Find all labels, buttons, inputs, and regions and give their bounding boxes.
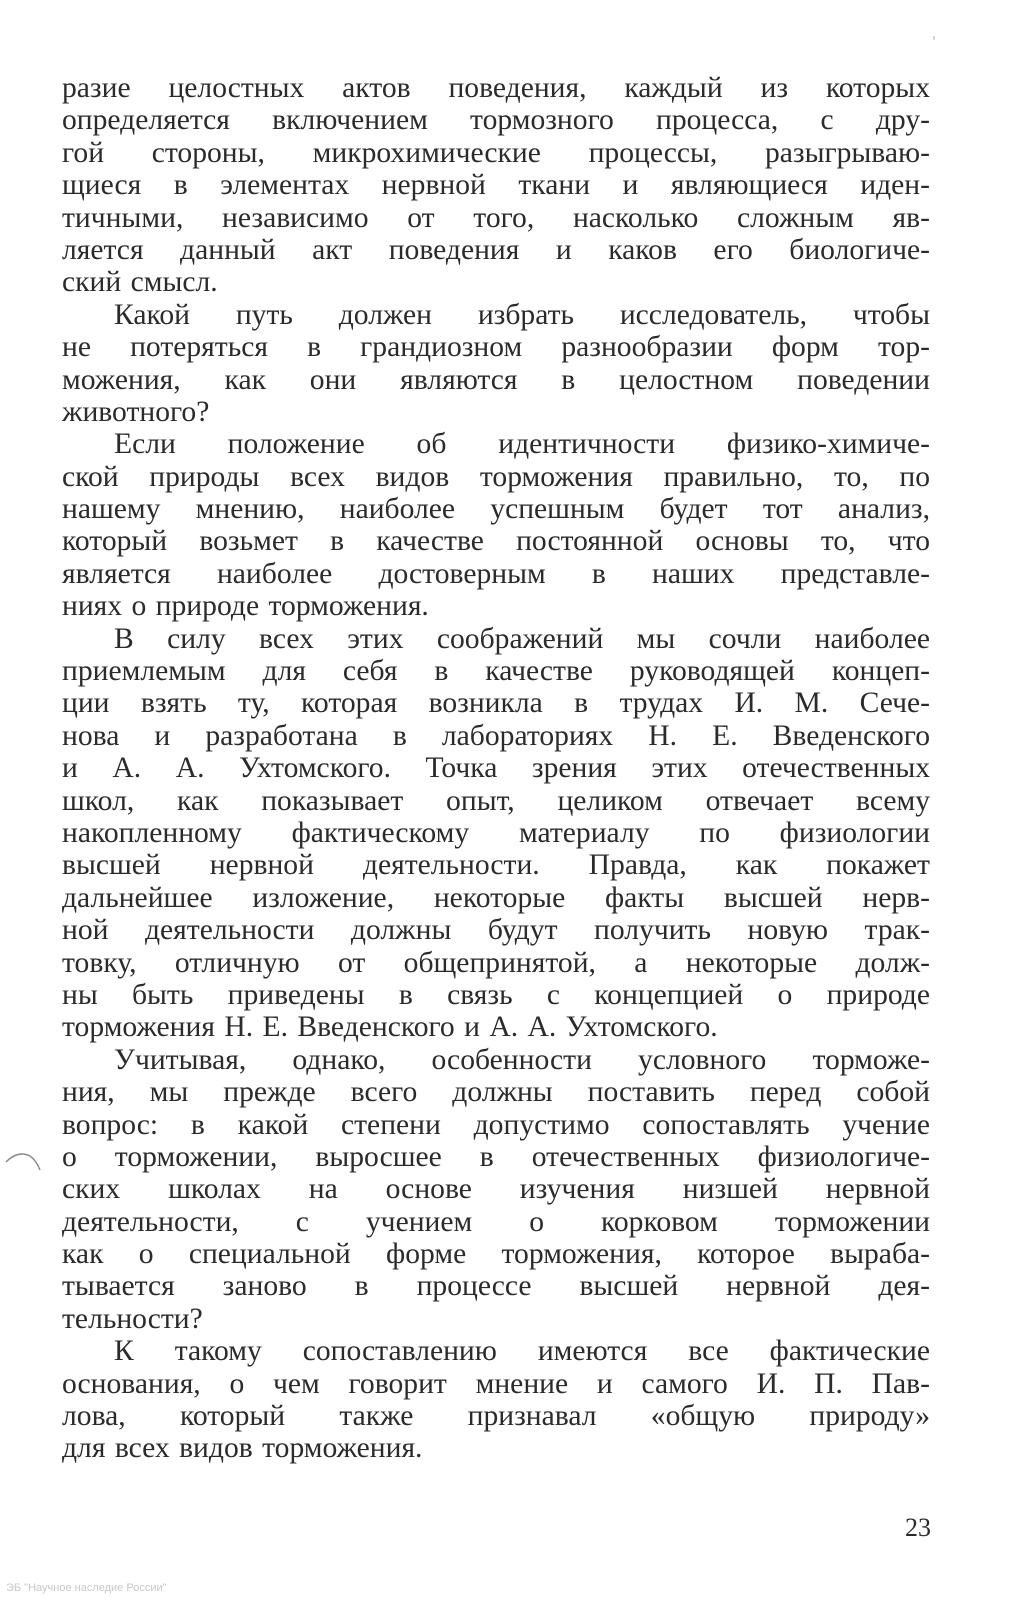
text-line: дальнейшее изложение, некоторые факты высшей нерв- — [62, 881, 930, 914]
text-line: Если положение об идентичности физико-химиче- — [114, 428, 930, 461]
text-line: тельности? — [62, 1302, 203, 1335]
text-line: ния, мы прежде всего должны поставить перед собой — [62, 1076, 930, 1109]
text-line: ции взять ту, которая возникла в трудах И. М. Сече- — [62, 687, 930, 720]
text-line: для всех видов торможения. — [62, 1432, 423, 1465]
text-line: который возьмет в качестве постоянной основы то, что — [62, 525, 930, 558]
scan-speck — [933, 36, 935, 40]
text-line: разие целостных актов поведения, каждый из которых — [62, 72, 930, 104]
text-line: ских школах на основе изучения низшей нервной — [62, 1173, 930, 1206]
margin-pencil-mark — [4, 1148, 44, 1172]
text-line: как о специальной форме торможения, которое выраба- — [62, 1238, 930, 1271]
text-line: накопленному фактическому материалу по физиологии — [62, 816, 930, 849]
text-line: ниях о природе торможения. — [62, 590, 429, 623]
text-line: можения, как они являются в целостном поведении — [62, 363, 930, 396]
text-line: щиеся в элементах нервной ткани и являющиеся иден- — [62, 169, 930, 202]
text-line: ляется данный акт поведения и каков его биологиче- — [62, 233, 930, 266]
text-line: Какой путь должен избрать исследователь, чтобы — [114, 298, 930, 331]
library-watermark: ЭБ "Научное наследие России" — [6, 1582, 167, 1594]
paragraph — [62, 299, 930, 429]
text-line: основания, о чем говорит мнение и самого И. П. Пав- — [62, 1367, 930, 1400]
text-line: школ, как показывает опыт, целиком отвечает всему — [62, 784, 930, 817]
text-line: нашему мнению, наиболее успешным будет тот анализ, — [62, 493, 930, 526]
paragraph — [62, 1044, 930, 1336]
paragraph — [62, 1335, 930, 1465]
text-line: ны быть приведены в связь с концепцией о природе — [62, 978, 930, 1011]
text-line: Учитывая, однако, особенности условного торможе- — [114, 1043, 930, 1076]
text-line: тичными, независимо от того, насколько сложным яв- — [62, 201, 930, 234]
text-line: В силу всех этих соображений мы сочли наиболее — [114, 622, 930, 655]
text-line: товку, отличную от общепринятой, а некоторые долж- — [62, 946, 930, 979]
text-line: торможения Н. Е. Введенского и А. А. Ухтомского. — [62, 1011, 718, 1044]
text-line: нова и разработана в лабораториях Н. Е. Введенского — [62, 719, 930, 752]
page-body-text — [62, 72, 930, 1465]
text-line: определяется включением тормозного процесса, с дру- — [62, 104, 930, 137]
text-line: гой стороны, микрохимические процессы, разыгрываю- — [62, 136, 930, 169]
text-line: тывается заново в процессе высшей нервной дея- — [62, 1270, 930, 1303]
paragraph — [62, 623, 930, 1044]
text-line: высшей нервной деятельности. Правда, как покажет — [62, 849, 930, 882]
page-number: 23 — [905, 1513, 931, 1542]
paragraph — [62, 72, 930, 299]
text-line: лова, который также признавал «общую природу» — [62, 1400, 930, 1433]
paragraph — [62, 428, 930, 622]
text-line: не потеряться в грандиозном разнообразии форм тор- — [62, 331, 930, 364]
text-line: является наиболее достоверным в наших представле- — [62, 557, 930, 590]
text-line: К такому сопоставлению имеются все фактические — [114, 1335, 930, 1368]
text-line: вопрос: в какой степени допустимо сопоставлять учение — [62, 1108, 930, 1141]
text-line: ской природы всех видов торможения правильно, то, по — [62, 460, 930, 493]
text-line: и А. А. Ухтомского. Точка зрения этих отечественных — [62, 752, 930, 785]
text-line: приемлемым для себя в качестве руководящей концеп- — [62, 655, 930, 688]
text-line: о торможении, выросшее в отечественных физиологиче- — [62, 1140, 930, 1173]
text-line: ский смысл. — [62, 266, 218, 299]
text-line: ной деятельности должны будут получить новую трак- — [62, 914, 930, 947]
text-line: животного? — [62, 395, 210, 428]
text-line: деятельности, с учением о корковом торможении — [62, 1205, 930, 1238]
